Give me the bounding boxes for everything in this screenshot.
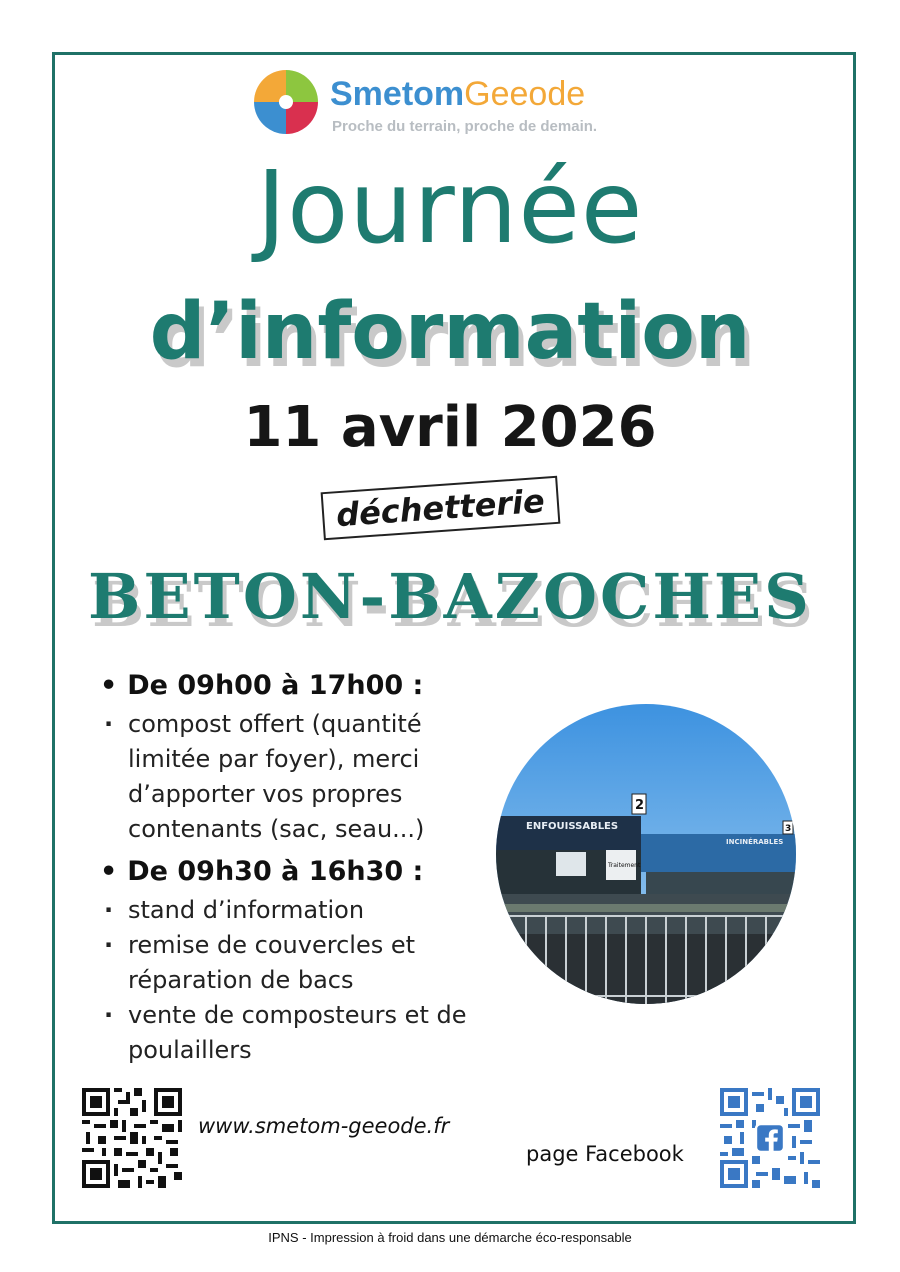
facebook-icon (756, 1124, 784, 1152)
footer-note: IPNS - Impression à froid dans une démarche éco-responsable (268, 1230, 632, 1245)
schedule-item: · remise de couvercles et réparation de bacs (100, 928, 490, 998)
schedule-item: · vente de composteurs et de poulaillers (100, 998, 490, 1068)
sign-left: ENFOUISSABLES (526, 821, 619, 832)
venue-type-badge: déchetterie (321, 476, 561, 540)
schedule-item: · stand d’information (100, 893, 490, 928)
event-date: 11 avril 2026 (243, 395, 657, 460)
schedule-list-1 (100, 707, 490, 847)
brand-tagline: Proche du terrain, proche de demain. (332, 118, 598, 135)
schedule-item: · compost offert (quantité limitée par foyer), merci d’apporter vos propres contenants (sac, seau...) (100, 707, 490, 847)
sign-number-2: 3 (785, 824, 792, 834)
schedule-list-2 (100, 893, 490, 1068)
dechetterie-photo (496, 704, 796, 1004)
website-qr-code[interactable] (82, 1088, 182, 1188)
schedule-time-2: • De 09h30 à 16h30 : (100, 851, 490, 893)
facebook-page-link[interactable]: page Facebook (526, 1142, 684, 1166)
facebook-qr-code[interactable] (720, 1088, 820, 1188)
title-line-2: d’information (149, 287, 751, 377)
pinwheel-icon (250, 66, 322, 138)
brand-name-part2: Geeode (464, 75, 586, 113)
website-link[interactable]: www.smetom-geeode.fr (198, 1114, 450, 1138)
schedule-time-1: • De 09h00 à 17h00 : (100, 665, 490, 707)
brand-name-part1: Smetom (330, 75, 465, 113)
title-line-1: Journée (256, 149, 644, 266)
sign-number-1: 2 (635, 798, 645, 813)
sign-right: INCINÉRABLES (726, 838, 784, 846)
schedule (100, 665, 490, 1068)
smetom-logo[interactable] (250, 66, 690, 142)
photo-illustration (496, 704, 796, 1004)
venue-name: BETON-BAZOCHES (88, 560, 812, 633)
panel-text: Traitement (608, 862, 641, 869)
brand-name (330, 74, 585, 114)
